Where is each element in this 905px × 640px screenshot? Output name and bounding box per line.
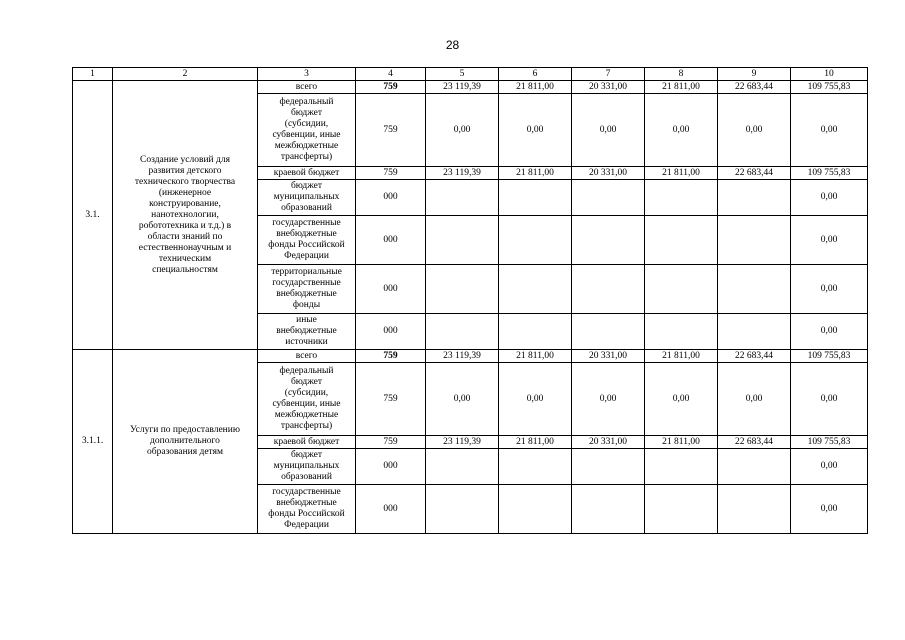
amount-cell xyxy=(499,314,572,350)
funding-source xyxy=(258,363,356,436)
item-name-line: нанотехнологии, xyxy=(151,209,219,220)
amount-cell: 0,00 xyxy=(718,94,791,167)
funding-source-line: источники xyxy=(285,337,328,347)
table-row xyxy=(73,81,868,94)
amount-cell: 0,00 xyxy=(791,485,868,534)
amount-cell: 20 331,00 xyxy=(572,350,645,363)
amount-cell: 109 755,83 xyxy=(791,81,868,94)
table-row xyxy=(73,350,868,363)
amount-cell xyxy=(718,180,791,216)
amount-cell xyxy=(718,485,791,534)
funding-source-line: внебюджетные xyxy=(276,326,337,336)
page-number: 28 xyxy=(445,38,460,52)
budget-code-cell: 759 xyxy=(356,81,426,94)
funding-source-line: образований xyxy=(281,203,332,213)
amount-cell: 109 755,83 xyxy=(791,436,868,449)
item-name xyxy=(113,350,258,534)
header-cell: 3 xyxy=(258,68,356,81)
amount-cell xyxy=(572,485,645,534)
header-cell: 10 xyxy=(791,68,868,81)
item-name-line: естественнонаучным и xyxy=(138,242,232,253)
funding-source xyxy=(258,350,356,363)
funding-source xyxy=(258,485,356,534)
item-name xyxy=(113,81,258,350)
budget-code-cell: 759 xyxy=(356,167,426,180)
amount-cell xyxy=(572,449,645,485)
amount-cell xyxy=(718,265,791,314)
funding-source-line: трансферты) xyxy=(280,152,333,162)
budget-code-cell: 000 xyxy=(356,216,426,265)
funding-source-line: (субсидии, xyxy=(284,119,329,129)
amount-cell: 0,00 xyxy=(791,180,868,216)
amount-cell: 21 811,00 xyxy=(499,81,572,94)
budget-code-cell: 000 xyxy=(356,265,426,314)
funding-source-line: муниципальных xyxy=(273,192,340,202)
funding-source xyxy=(258,180,356,216)
amount-cell: 0,00 xyxy=(426,363,499,436)
amount-cell: 0,00 xyxy=(791,94,868,167)
funding-source-line: государственные xyxy=(272,487,341,497)
amount-cell: 0,00 xyxy=(791,314,868,350)
amount-cell xyxy=(645,216,718,265)
header-cell: 4 xyxy=(356,68,426,81)
amount-cell: 109 755,83 xyxy=(791,167,868,180)
funding-source-line: краевой бюджет xyxy=(273,167,340,178)
funding-source-line: федеральный xyxy=(279,97,334,107)
amount-cell: 21 811,00 xyxy=(645,81,718,94)
amount-cell: 21 811,00 xyxy=(499,167,572,180)
amount-cell: 0,00 xyxy=(791,363,868,436)
funding-source-line: (субсидии, xyxy=(284,388,329,398)
item-name-line: образования детям xyxy=(147,447,223,457)
funding-source xyxy=(258,314,356,350)
amount-cell: 0,00 xyxy=(645,94,718,167)
funding-source-line: государственные xyxy=(272,218,341,228)
amount-cell: 0,00 xyxy=(499,363,572,436)
item-name-line: Услуги по предоставлению xyxy=(130,425,240,435)
funding-source xyxy=(258,167,356,180)
funding-source-line: Федерации xyxy=(284,251,329,261)
amount-cell: 21 811,00 xyxy=(645,436,718,449)
item-code: 3.1. xyxy=(73,81,113,350)
funding-source-line: трансферты) xyxy=(280,421,333,431)
funding-source-line: иные xyxy=(296,315,317,325)
amount-cell xyxy=(499,485,572,534)
header-row xyxy=(73,68,868,81)
amount-cell xyxy=(499,216,572,265)
amount-cell: 22 683,44 xyxy=(718,436,791,449)
funding-source-line: бюджет xyxy=(290,181,323,191)
amount-cell: 0,00 xyxy=(718,363,791,436)
amount-cell xyxy=(572,314,645,350)
amount-cell xyxy=(718,216,791,265)
funding-source-line: фонды Российской xyxy=(268,240,345,250)
funding-source xyxy=(258,94,356,167)
amount-cell: 0,00 xyxy=(645,363,718,436)
header-cell: 2 xyxy=(113,68,258,81)
funding-source xyxy=(258,216,356,265)
amount-cell: 23 119,39 xyxy=(426,436,499,449)
item-name-line: технического творчества xyxy=(134,176,236,187)
item-code: 3.1.1. xyxy=(73,350,113,534)
amount-cell xyxy=(645,449,718,485)
header-cell: 9 xyxy=(718,68,791,81)
amount-cell: 0,00 xyxy=(426,94,499,167)
amount-cell xyxy=(645,180,718,216)
amount-cell: 0,00 xyxy=(499,94,572,167)
funding-source-line: Федерации xyxy=(284,520,329,530)
budget-code-cell: 759 xyxy=(356,363,426,436)
amount-cell: 0,00 xyxy=(791,216,868,265)
amount-cell xyxy=(645,485,718,534)
funding-source-line: бюджет xyxy=(290,108,323,118)
item-name-line: Создание условий для xyxy=(140,154,230,165)
amount-cell: 22 683,44 xyxy=(718,167,791,180)
funding-source-line: краевой бюджет xyxy=(273,436,340,447)
funding-source xyxy=(258,265,356,314)
amount-cell xyxy=(426,449,499,485)
amount-cell: 22 683,44 xyxy=(718,350,791,363)
amount-cell xyxy=(572,216,645,265)
funding-source-line: межбюджетные xyxy=(274,410,339,420)
amount-cell xyxy=(426,485,499,534)
table-body xyxy=(73,81,868,534)
amount-cell: 0,00 xyxy=(572,363,645,436)
item-name-line: специальностям xyxy=(152,264,218,275)
amount-cell: 23 119,39 xyxy=(426,167,499,180)
amount-cell xyxy=(718,449,791,485)
funding-source-line: федеральный xyxy=(279,366,334,376)
budget-code-cell: 000 xyxy=(356,314,426,350)
budget-table xyxy=(72,67,868,534)
funding-source-line: субвенции, иные xyxy=(272,130,341,140)
item-name-line: развития детского xyxy=(148,165,222,176)
item-name-line: (инженерное xyxy=(158,187,212,198)
amount-cell: 0,00 xyxy=(572,94,645,167)
amount-cell xyxy=(426,314,499,350)
item-name-line: техническим xyxy=(158,253,212,264)
amount-cell: 109 755,83 xyxy=(791,350,868,363)
amount-cell: 0,00 xyxy=(791,449,868,485)
header-cell: 7 xyxy=(572,68,645,81)
amount-cell: 0,00 xyxy=(791,265,868,314)
amount-cell xyxy=(426,265,499,314)
amount-cell: 20 331,00 xyxy=(572,81,645,94)
funding-source xyxy=(258,449,356,485)
header-cell: 8 xyxy=(645,68,718,81)
header-cell: 6 xyxy=(499,68,572,81)
funding-source-line: внебюджетные xyxy=(276,289,337,299)
amount-cell: 21 811,00 xyxy=(499,436,572,449)
funding-source-line: территориальные xyxy=(271,267,342,277)
budget-code-cell: 759 xyxy=(356,94,426,167)
amount-cell xyxy=(499,449,572,485)
amount-cell xyxy=(645,265,718,314)
amount-cell xyxy=(426,180,499,216)
funding-source-line: всего xyxy=(295,350,318,361)
funding-source-line: бюджет xyxy=(290,450,323,460)
funding-source-line: фонды Российской xyxy=(268,509,345,519)
funding-source-line: фонды xyxy=(292,300,321,310)
funding-source-line: бюджет xyxy=(290,377,323,387)
amount-cell xyxy=(499,265,572,314)
funding-source-line: межбюджетные xyxy=(274,141,339,151)
item-name-line: конструирование, xyxy=(149,198,221,209)
budget-code-cell: 000 xyxy=(356,449,426,485)
budget-code-cell: 000 xyxy=(356,485,426,534)
amount-cell: 21 811,00 xyxy=(645,350,718,363)
budget-code-cell: 759 xyxy=(356,350,426,363)
amount-cell xyxy=(572,180,645,216)
amount-cell xyxy=(718,314,791,350)
item-name-line: области знаний по xyxy=(147,231,223,242)
funding-source-line: внебюджетные xyxy=(276,498,337,508)
amount-cell: 22 683,44 xyxy=(718,81,791,94)
amount-cell: 21 811,00 xyxy=(499,350,572,363)
amount-cell: 23 119,39 xyxy=(426,350,499,363)
amount-cell xyxy=(499,180,572,216)
funding-source xyxy=(258,81,356,94)
header-cell: 1 xyxy=(73,68,113,81)
amount-cell: 23 119,39 xyxy=(426,81,499,94)
header-cell: 5 xyxy=(426,68,499,81)
funding-source-line: субвенции, иные xyxy=(272,399,341,409)
budget-code-cell: 000 xyxy=(356,180,426,216)
item-name-line: робототехника и т.д.) в xyxy=(138,220,232,231)
amount-cell: 20 331,00 xyxy=(572,167,645,180)
item-name-line: дополнительного xyxy=(150,436,220,446)
amount-cell xyxy=(426,216,499,265)
amount-cell: 21 811,00 xyxy=(645,167,718,180)
amount-cell: 20 331,00 xyxy=(572,436,645,449)
budget-code-cell: 759 xyxy=(356,436,426,449)
amount-cell xyxy=(572,265,645,314)
funding-source-line: образований xyxy=(281,472,332,482)
funding-source-line: государственные xyxy=(272,278,341,288)
funding-source-line: муниципальных xyxy=(273,461,340,471)
funding-source xyxy=(258,436,356,449)
funding-source-line: внебюджетные xyxy=(276,229,337,239)
amount-cell xyxy=(645,314,718,350)
funding-source-line: всего xyxy=(295,81,318,92)
